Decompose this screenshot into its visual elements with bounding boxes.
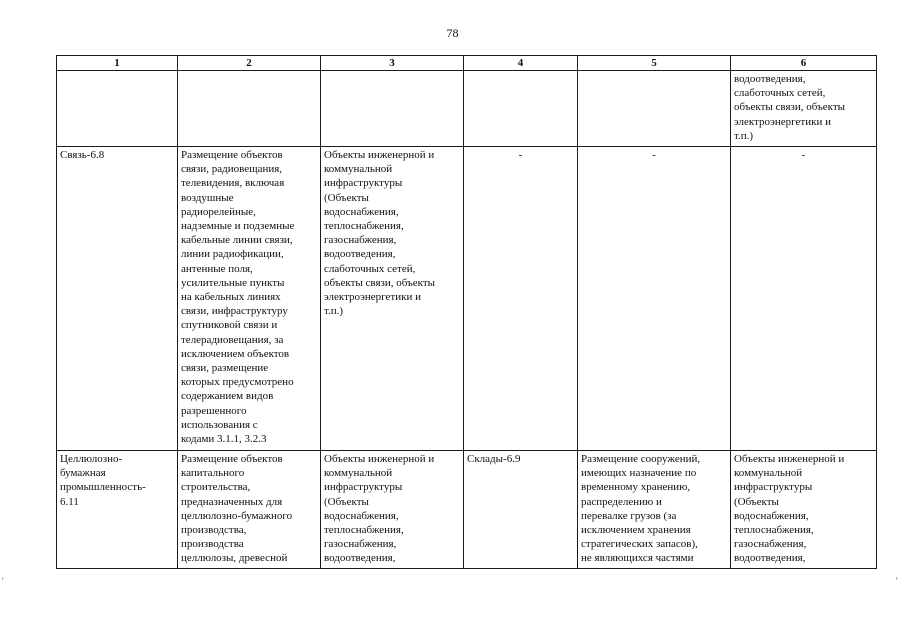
cell-text: Объекты инженерной и коммунальной инфраструктуры (Объекты водоснабжения, теплоснабжения, газоснабжения, водоотведения, слаботочных сетей, объекты связи, объекты электроэнергетики и т.п.) [324,149,436,318]
table-cell [178,147,321,451]
table-cell [731,71,877,147]
column-header-1: 1 [57,56,178,71]
table-cell [731,147,877,451]
table-cell [464,71,578,147]
column-header-5: 5 [578,56,731,71]
scan-edge-mark-left: ' [2,576,4,586]
cell-text: Объекты инженерной и коммунальной инфраструктуры (Объекты водоснабжения, теплоснабжения, газоснабжения, водоотведения, [324,453,435,565]
cell-text: - [518,149,523,161]
cell-text: Размещение объектов капитального строительства, предназначенных для целлюлозно-бумажного производства, производства целлюлозы, древесной [181,453,293,565]
table-cell [321,451,464,569]
table-cell [321,147,464,451]
cell-text: Склады-6.9 [467,453,521,465]
table-cell [178,451,321,569]
table-header-row [57,56,877,71]
cell-text: Размещение сооружений, имеющих назначение по временному хранению, распределению и перевалке грузов (за исключением хранения стратегических запасов), не являющихся частями [581,453,701,565]
cell-text: Объекты инженерной и коммунальной инфраструктуры (Объекты водоснабжения, теплоснабжения, газоснабжения, водоотведения, [734,453,845,565]
cell-text: Связь-6.8 [60,149,105,161]
table-row [57,147,877,451]
table-cell [731,451,877,569]
table-cell [464,147,578,451]
table-row [57,451,877,569]
table-cell [57,451,178,569]
column-header-4: 4 [464,56,578,71]
cell-text: - [652,149,656,161]
table-cell [57,71,178,147]
cell-text: - [801,149,806,161]
table-cell [57,147,178,451]
page-number: 78 [446,26,459,40]
column-header-3: 3 [321,56,464,71]
cell-text: Размещение объектов связи, радиовещания, телевидения, включая воздушные радиорелейные, надземные и подземные кабельные линии связи, линии радиофикации, антенные поля, усилительные пункты на кабельных линиях связи, инфраструктуру спутниковой связи и телерадиовещания, за исключением объектов связи, размещение которых предусмотрено содержанием видов разрешенного использования с кодами 3.1.1, 3.2.3 [181,149,295,446]
cell-text: водоотведения, слаботочных сетей, объекты связи, объекты электроэнергетики и т.п.) [734,73,846,142]
table-cell [178,71,321,147]
cell-text: Целлюлозно- бумажная промышленность- 6.11 [60,453,146,508]
column-header-6: 6 [731,56,877,71]
table-cell [321,71,464,147]
table-cell [464,451,578,569]
table-cell [578,147,731,451]
table-cell [578,451,731,569]
table-cell [578,71,731,147]
scan-edge-mark-right: ' [896,576,898,586]
column-header-2: 2 [178,56,321,71]
table-row [57,71,877,147]
land-use-table [56,55,877,569]
